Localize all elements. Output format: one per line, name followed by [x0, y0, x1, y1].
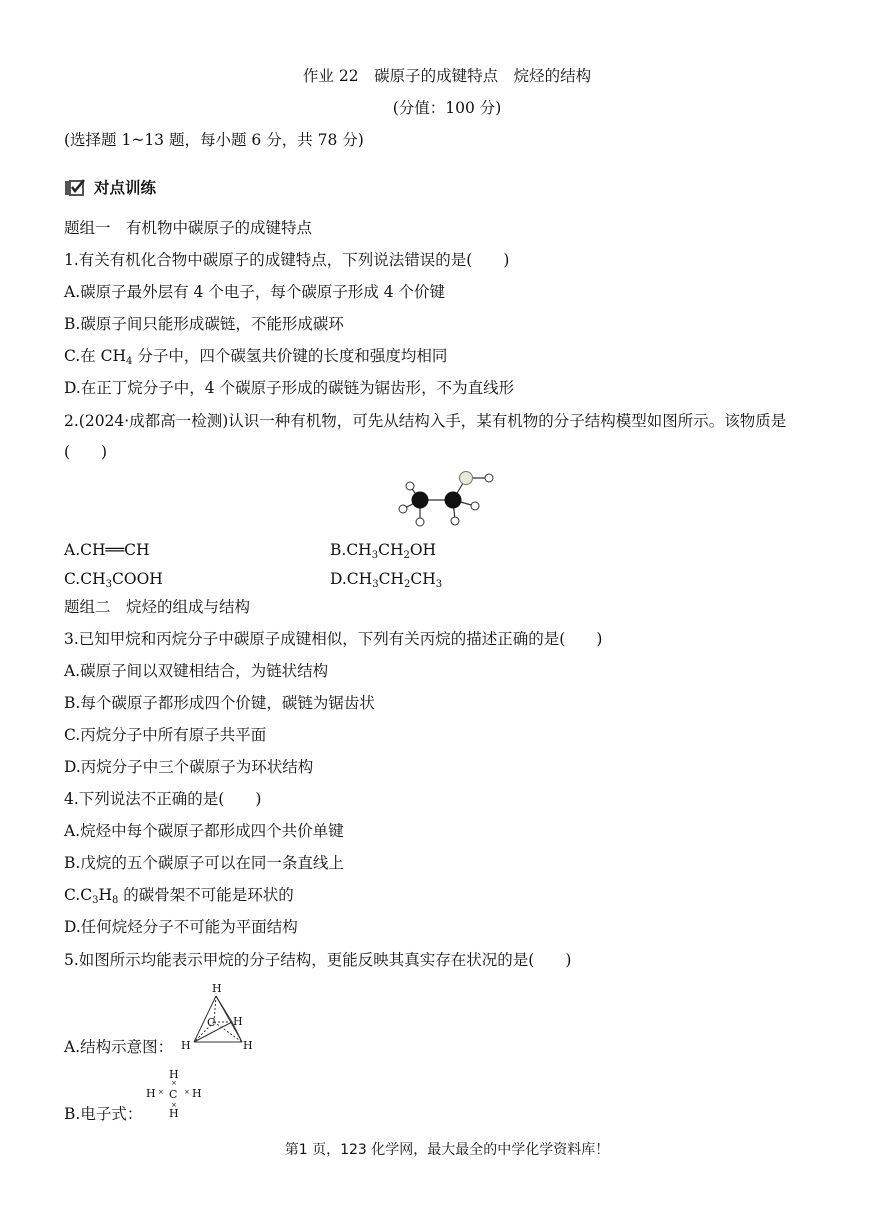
- dot-h-right: H: [192, 1087, 202, 1100]
- q1-option-d: D.在正丁烷分子中，4 个碳原子形成的碳链为锯齿形，不为直线形: [64, 379, 515, 397]
- q4-option-c: $C.C_3H_8$ 的碳骨架不可能是环状的: [64, 886, 294, 906]
- q3-option-a: A.碳原子间以双键相结合，为链状结构: [64, 662, 329, 680]
- q2-option-c: $C.CH_3COOH$: [64, 570, 163, 590]
- q3-option-d: D.丙烷分子中三个碳原子为环状结构: [64, 758, 314, 776]
- score-note: (分值：100 分): [392, 99, 502, 117]
- q3-option-b: B.每个碳原子都形成四个价键，碳链为锯齿状: [64, 694, 375, 712]
- tetra-h-top: H: [212, 982, 222, 995]
- methane-tetrahedron-diagram: [176, 978, 258, 1058]
- section-title: 对点训练: [94, 179, 157, 197]
- q1-option-a: A.碳原子最外层有 4 个电子，每个碳原子形成 4 个价键: [64, 283, 446, 301]
- q1-option-b: B.碳原子间只能形成碳链，不能形成碳环: [64, 315, 344, 333]
- tetra-c-center: C: [207, 1016, 216, 1029]
- q4-option-d: D.任何烷烃分子不可能为平面结构: [64, 918, 298, 936]
- q2-option-a: A.CH══CH: [64, 541, 150, 559]
- ethanol-ball-stick-model: [392, 466, 504, 530]
- dot-h-left: H: [146, 1087, 156, 1100]
- q5-option-b: B.电子式：: [64, 1105, 143, 1123]
- q1-option-c: C.在 $CH_4$ 分子中，四个碳氢共价键的长度和强度均相同: [64, 347, 448, 367]
- instructions: (选择题 1~13 题，每小题 6 分，共 78 分): [64, 131, 364, 149]
- dot-c-center: C: [169, 1088, 178, 1101]
- svg-text:×: ×: [171, 1079, 177, 1087]
- page-footer: 第1 页，123 化学网，最大最全的中学化学资料库！: [284, 1142, 610, 1158]
- tetra-h-bottom-right: H: [243, 1039, 253, 1052]
- q3-stem: 3.已知甲烷和丙烷分子中碳原子成键相似，下列有关丙烷的描述正确的是( ): [64, 630, 603, 648]
- q5-stem: 5.如图所示均能表示甲烷的分子结构，更能反映其真实存在状况的是( ): [64, 951, 572, 969]
- q4-option-a: A.烷烃中每个碳原子都形成四个共价单键: [64, 822, 344, 840]
- q2-stem: 2.(2024·成都高一检测)认识一种有机物，可先从结构入手，某有机物的分子结构模型如图所示。该物质是: [64, 412, 787, 430]
- svg-text:×: ×: [171, 1101, 177, 1109]
- checkmark-box-icon: [64, 178, 86, 196]
- group2-heading: 题组二 烷烃的组成与结构: [64, 598, 251, 616]
- q2-option-d: $D.CH_3CH_2CH_3$: [330, 570, 443, 590]
- svg-text:×: ×: [184, 1088, 190, 1096]
- methane-electron-dot-formula: [144, 1066, 206, 1120]
- q1-stem: 1.有关有机化合物中碳原子的成键特点，下列说法错误的是( ): [64, 251, 510, 269]
- svg-text:×: ×: [158, 1088, 164, 1096]
- q5-option-a: A.结构示意图：: [64, 1038, 174, 1056]
- q4-option-b: B.戊烷的五个碳原子可以在同一条直线上: [64, 854, 344, 872]
- q2-answer-paren: ( ): [64, 443, 108, 461]
- dot-h-top: H: [169, 1068, 179, 1081]
- q2-option-b: $B.CH_3CH_2OH$: [330, 541, 437, 561]
- page-title: 作业 22 碳原子的成键特点 烷烃的结构: [302, 67, 592, 85]
- tetra-h-left: H: [181, 1039, 191, 1052]
- section-heading: [64, 176, 156, 198]
- q4-stem: 4.下列说法不正确的是( ): [64, 790, 262, 808]
- q3-option-c: C.丙烷分子中所有原子共平面: [64, 726, 267, 744]
- dot-h-bottom: H: [169, 1107, 179, 1120]
- group1-heading: 题组一 有机物中碳原子的成键特点: [64, 219, 313, 237]
- tetra-h-right: H: [233, 1015, 243, 1028]
